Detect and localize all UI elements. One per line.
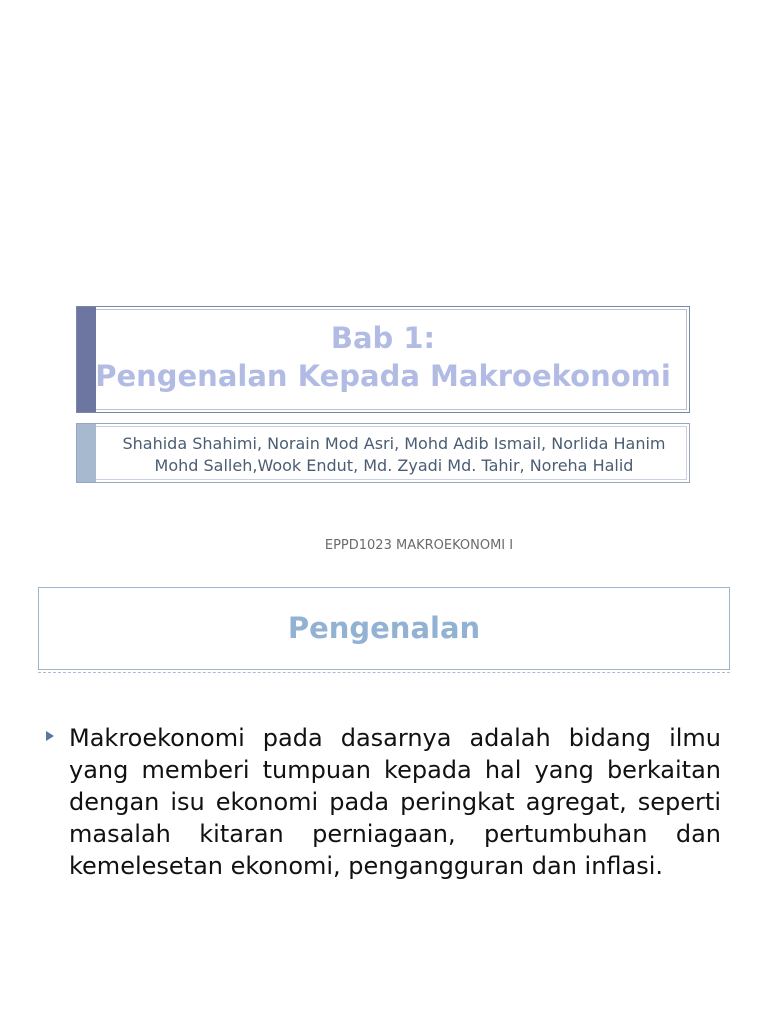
triangle-bullet-icon (46, 731, 54, 741)
title-line-1: Bab 1: (330, 321, 436, 355)
title-line-2: Pengenalan Kepada Makroekonomi (95, 359, 671, 393)
slide-title (77, 319, 689, 395)
section-divider (38, 672, 730, 673)
authors-box (76, 423, 690, 483)
section-title: Pengenalan (287, 611, 481, 645)
title-box (76, 306, 690, 413)
section-title-box (38, 587, 730, 670)
bullet-item-text: Makroekonomi pada dasarnya adalah bidang ilmu yang memberi tumpuan kepada hal yang berkaitan dengan isu ekonomi pada peringkat agregat, seperti masalah kitaran perniagaan, pertumbuhan dan kemelesetan ekonomi, pengangguran dan inflasi. (69, 724, 721, 880)
authors-accent-bar (77, 424, 96, 482)
course-label: EPPD1023 MAKROEKONOMI I (324, 538, 514, 553)
authors-text: Shahida Shahimi, Norain Mod Asri, Mohd Adib Ismail, Norlida Hanim Mohd Salleh,Wook Endut, Md. Zyadi Md. Tahir, Noreha Halid (122, 434, 666, 475)
